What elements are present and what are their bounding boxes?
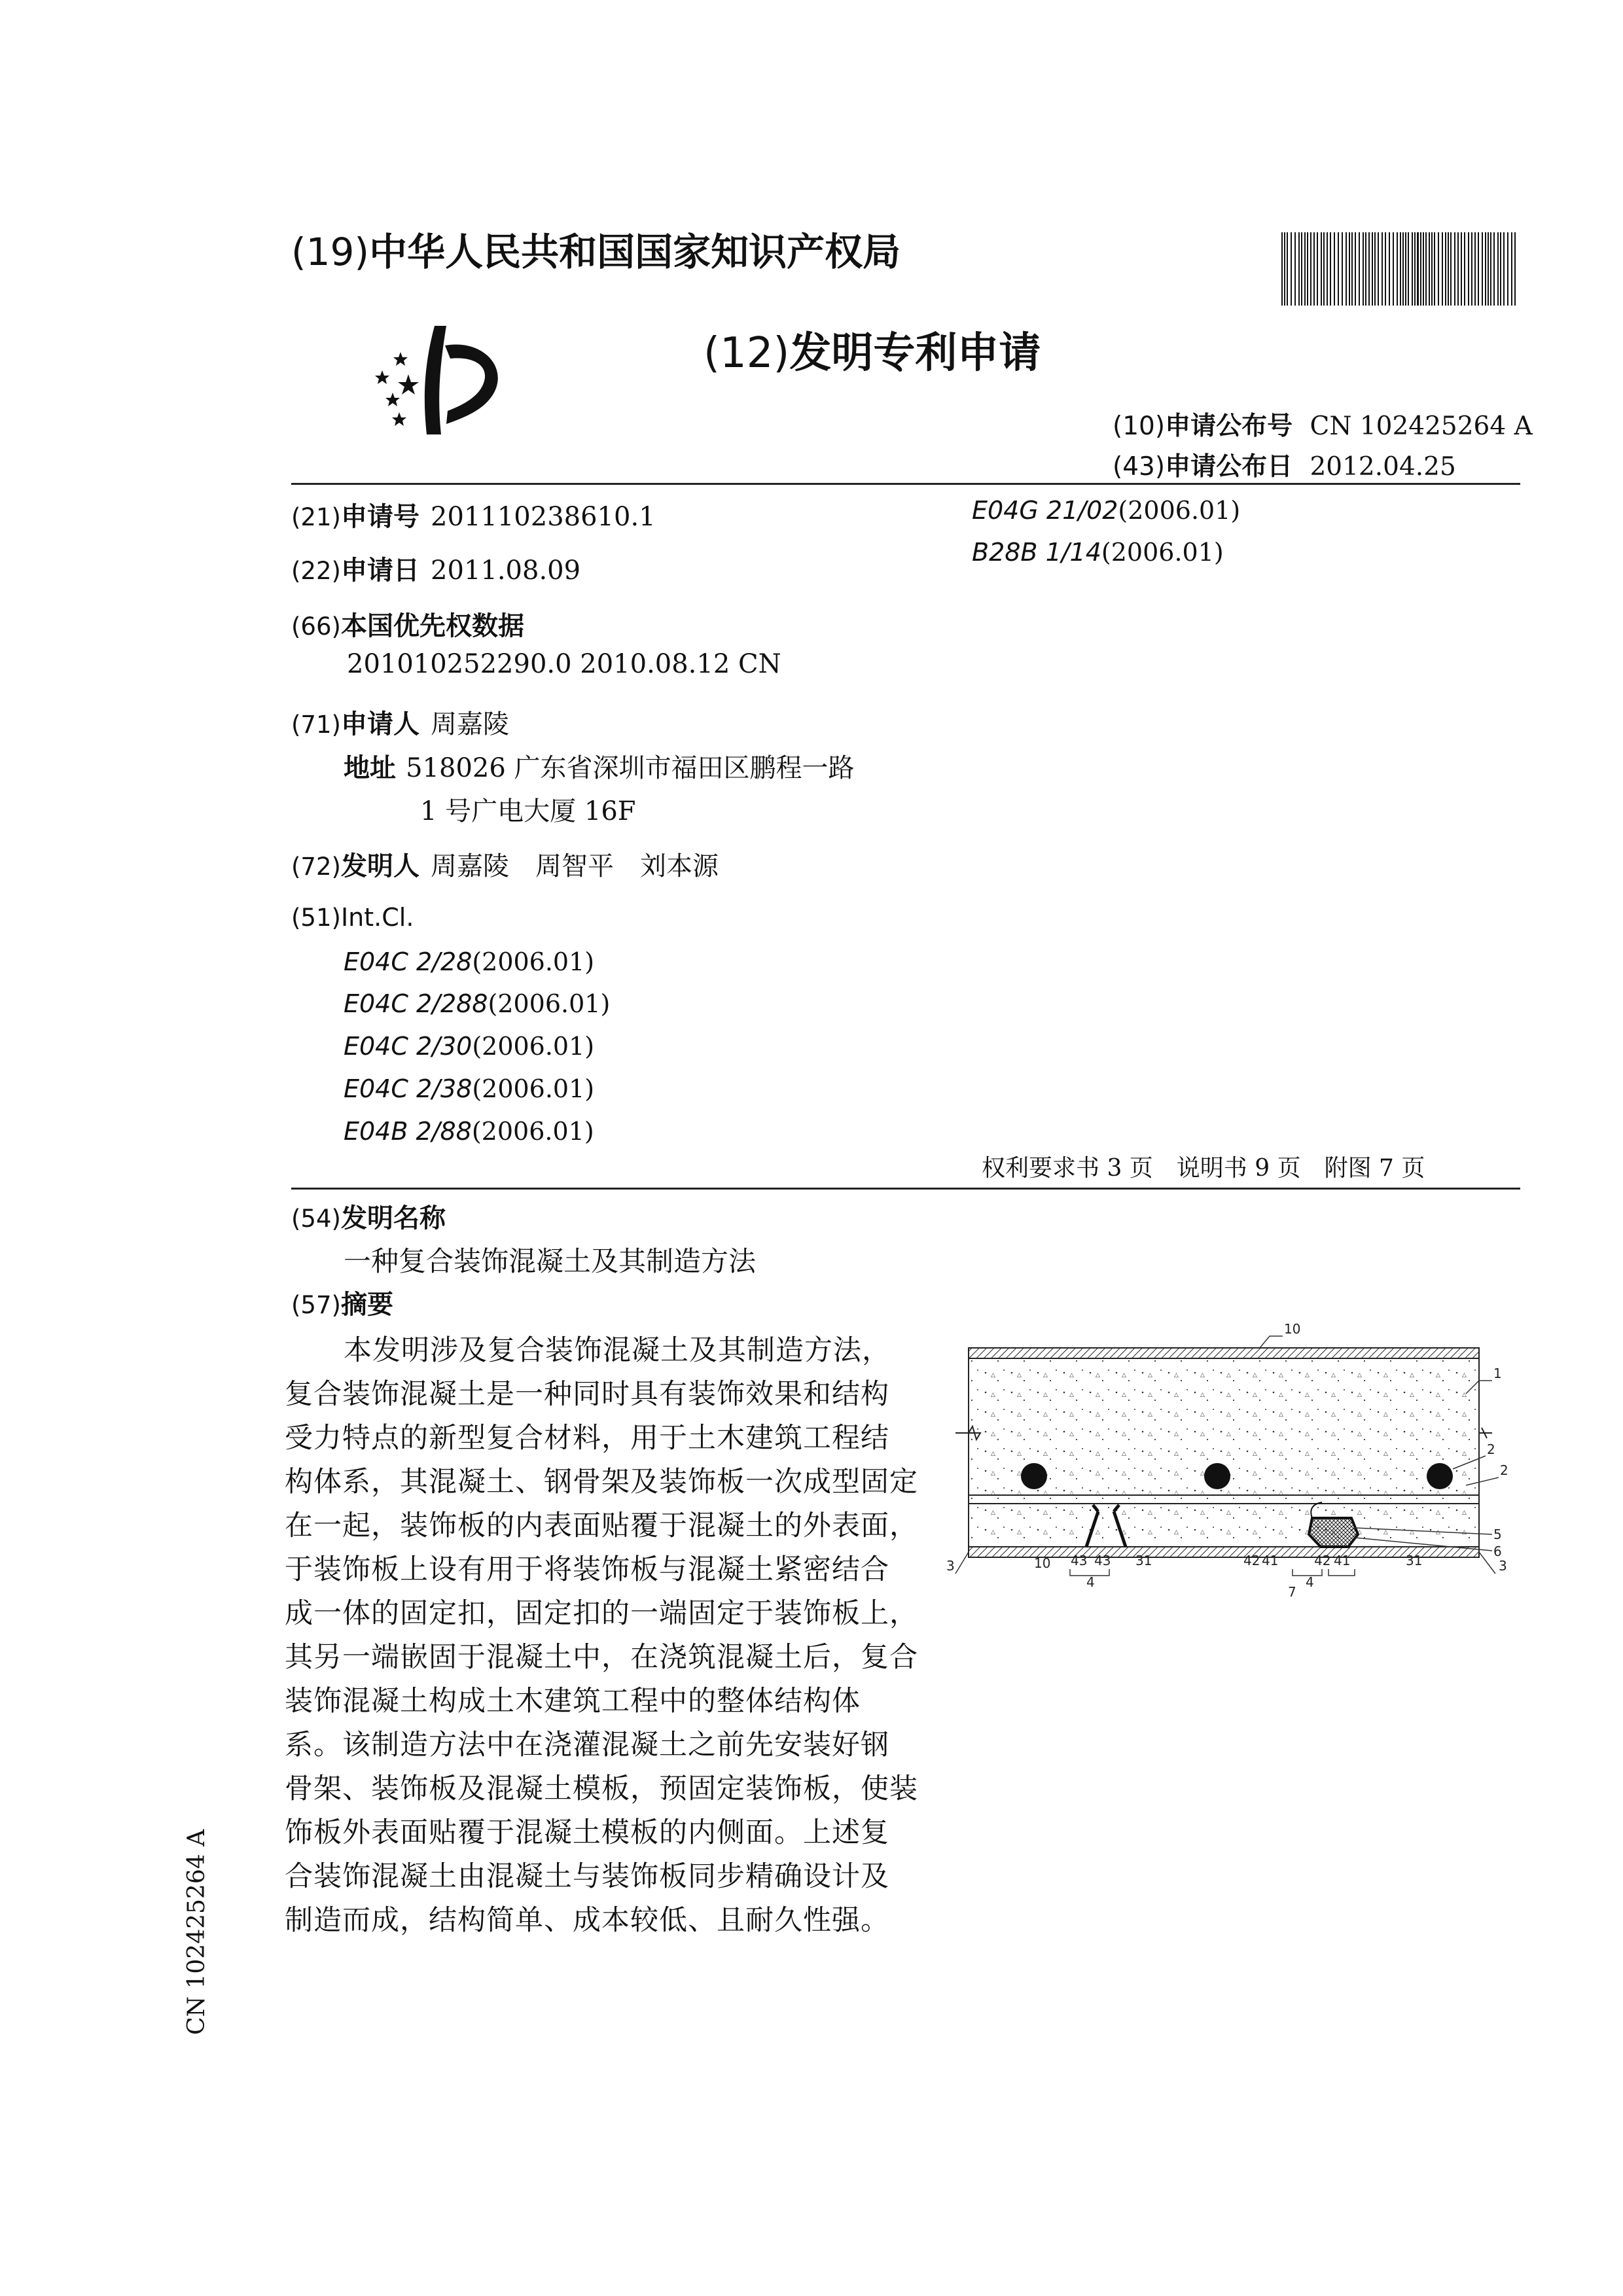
applicant-code: (71) xyxy=(291,711,341,739)
figure-label: 10 xyxy=(1284,1321,1301,1337)
barcode-bar xyxy=(1420,232,1421,306)
barcode-bar xyxy=(1468,232,1469,306)
priority-row xyxy=(291,605,524,643)
figure-label: 4 xyxy=(1306,1574,1314,1590)
address-line2: 1 号广电大厦 16F xyxy=(420,796,636,826)
header-divider xyxy=(291,483,1520,485)
doc-type-code: (12) xyxy=(704,329,790,378)
figure-label: 31 xyxy=(1135,1553,1152,1568)
office-name: 中华人民共和国国家知识产权局 xyxy=(369,230,901,274)
abstract-line: 其另一端嵌固于混凝土中，在浇筑混凝土后，复合 xyxy=(285,1641,918,1674)
title-code: (54) xyxy=(291,1205,341,1233)
pub-number-line xyxy=(1113,406,1533,442)
barcode-bar xyxy=(1454,232,1455,306)
address-row xyxy=(344,747,855,785)
abstract-label: 摘要 xyxy=(340,1290,393,1320)
barcode-bar xyxy=(1412,232,1413,306)
pub-date-line xyxy=(1113,446,1456,483)
figure-label: 6 xyxy=(1493,1544,1502,1559)
barcode-bar xyxy=(1321,232,1322,306)
pub-date-code: (43) xyxy=(1113,452,1166,482)
priority-label: 本国优先权数据 xyxy=(340,611,524,641)
abstract-line: 制造而成，结构简单、成本较低、且耐久性强。 xyxy=(285,1904,889,1937)
figure-label: 3 xyxy=(946,1558,955,1574)
barcode-bar xyxy=(1281,232,1283,306)
barcode-bar xyxy=(1448,232,1449,306)
barcode-bar xyxy=(1338,232,1339,306)
barcode-bar xyxy=(1438,232,1439,306)
app-no-label: 申请号 xyxy=(340,502,419,532)
barcode-bar xyxy=(1482,232,1483,306)
barcode-bar xyxy=(1310,232,1311,306)
abstract-line: 系。该制造方法中在浇灌混凝土之前先安装好钢 xyxy=(285,1729,889,1761)
barcode-bar xyxy=(1374,232,1376,306)
figure-label: 3 xyxy=(1499,1558,1507,1574)
barcode-bar xyxy=(1434,232,1435,306)
abstract-line: 装饰混凝土构成土木建筑工程中的整体结构体 xyxy=(285,1685,861,1718)
intcl-right-item: E04G 21/02(2006.01) xyxy=(972,496,1241,525)
barcode-bar xyxy=(1400,232,1401,306)
barcode-bar xyxy=(1355,232,1356,306)
doc-type-line xyxy=(704,319,1041,380)
intcl-item: E04C 2/30(2006.01) xyxy=(344,1032,595,1061)
barcode-bar xyxy=(1402,232,1404,306)
pub-date-value: 2012.04.25 xyxy=(1310,452,1456,482)
barcode-bar xyxy=(1490,232,1491,306)
pub-no-value: CN 102425264 A xyxy=(1310,412,1533,441)
barcode-bar xyxy=(1359,232,1360,306)
barcode-bar xyxy=(1313,232,1315,306)
figure-label: 7 xyxy=(1288,1584,1296,1600)
figure-label: 42 xyxy=(1314,1553,1331,1568)
inventor-code: (72) xyxy=(291,853,341,881)
abstract-line: 在一起，装饰板的内表面贴覆于混凝土的外表面， xyxy=(285,1510,918,1542)
figure-label: 31 xyxy=(1406,1553,1423,1568)
barcode-bar xyxy=(1378,232,1379,306)
applicant-row xyxy=(291,703,509,741)
inventor-value: 周嘉陵 周智平 刘本源 xyxy=(431,851,719,881)
barcode-bar xyxy=(1461,232,1462,306)
abstract-line: 骨架、装饰板及混凝土模板，预固定装饰板，使装 xyxy=(285,1773,918,1805)
abstract-heading xyxy=(291,1284,393,1321)
barcode-bar xyxy=(1330,232,1331,306)
barcode-bar xyxy=(1351,232,1353,306)
barcode-bar xyxy=(1346,232,1347,306)
barcode-bar xyxy=(1385,232,1386,306)
figure-label: 41 xyxy=(1262,1553,1279,1568)
figure-label: 1 xyxy=(1493,1366,1502,1381)
barcode-bar xyxy=(1291,232,1292,306)
barcode-bar xyxy=(1365,232,1366,306)
doc-type: 发明专利申请 xyxy=(789,329,1041,378)
barcode-bar xyxy=(1372,232,1373,306)
abstract-line: 于装饰板上设有用于将装饰板与混凝土紧密结合 xyxy=(285,1553,889,1586)
barcode-bar xyxy=(1405,232,1406,306)
figure-label: 43 xyxy=(1094,1553,1111,1568)
barcode-bar xyxy=(1301,232,1302,306)
priority-value: 201010252290.0 2010.08.12 CN xyxy=(347,649,781,679)
side-publication-code: CN 102425264 A xyxy=(183,1829,210,2035)
app-no-value: 201110238610.1 xyxy=(431,502,656,532)
barcode-bar xyxy=(1488,232,1489,306)
pub-no-label: 申请公布号 xyxy=(1165,412,1293,441)
address-label: 地址 xyxy=(344,753,396,783)
invention-title: 一种复合装饰混凝土及其制造方法 xyxy=(344,1245,757,1277)
barcode-bar xyxy=(1445,232,1446,306)
intcl-row xyxy=(291,903,414,932)
barcode-bar xyxy=(1397,232,1398,306)
barcode-bar xyxy=(1287,232,1288,306)
barcode-bar xyxy=(1323,232,1325,306)
app-number-row xyxy=(291,496,656,533)
barcode-bar xyxy=(1471,232,1472,306)
barcode-bar xyxy=(1431,232,1433,306)
cnipa-logo xyxy=(366,319,517,437)
barcode-bar xyxy=(1464,232,1465,306)
barcode-bar xyxy=(1393,232,1394,306)
applicant-label: 申请人 xyxy=(340,709,419,739)
barcode-bar xyxy=(1389,232,1390,306)
barcode-bar xyxy=(1450,232,1452,306)
intcl-right-item: B28B 1/14(2006.01) xyxy=(972,538,1224,567)
barcode-bar xyxy=(1334,232,1335,306)
title-label: 发明名称 xyxy=(340,1203,446,1233)
app-date-code: (22) xyxy=(291,557,341,585)
barcode-bar xyxy=(1485,232,1486,306)
pub-date-label: 申请公布日 xyxy=(1165,452,1293,482)
title-heading xyxy=(291,1197,446,1235)
pages-summary: 权利要求书 3 页 说明书 9 页 附图 7 页 xyxy=(982,1155,1425,1182)
inventor-label: 发明人 xyxy=(340,851,419,881)
intcl-code: (51) xyxy=(291,904,341,932)
barcode-bar xyxy=(1317,232,1318,306)
barcode-bar xyxy=(1503,232,1505,306)
barcode-bar xyxy=(1382,232,1383,306)
inventor-row xyxy=(291,845,719,883)
barcode-bar xyxy=(1304,232,1306,306)
biblio-divider xyxy=(291,1188,1520,1190)
intcl-label: Int.Cl. xyxy=(340,903,414,932)
abstract-line: 合装饰混凝土由混凝土与装饰板同步精确设计及 xyxy=(285,1860,889,1893)
barcode-bar xyxy=(1414,232,1416,306)
app-no-code: (21) xyxy=(291,503,341,531)
app-date-label: 申请日 xyxy=(340,556,419,586)
figure-label: 41 xyxy=(1334,1553,1351,1568)
barcode-bar xyxy=(1425,232,1427,306)
abstract-line: 构体系，其混凝土、钢骨架及装饰板一次成型固定 xyxy=(285,1466,918,1498)
intcl-item: E04B 2/88(2006.01) xyxy=(344,1117,594,1146)
barcode-bar xyxy=(1507,232,1508,306)
abstract-code: (57) xyxy=(291,1291,341,1319)
abstract-line: 饰板外表面贴覆于混凝土模板的内侧面。上述复 xyxy=(285,1816,889,1849)
barcode-bar xyxy=(1429,232,1430,306)
barcode-bar xyxy=(1368,232,1370,306)
barcode-bar xyxy=(1457,232,1459,306)
figure-label: 5 xyxy=(1493,1527,1502,1542)
barcode-bar xyxy=(1423,232,1424,306)
barcode-bar xyxy=(1349,232,1350,306)
office-code: (19) xyxy=(291,230,370,274)
barcode-bar xyxy=(1342,232,1343,306)
abstract-line: 本发明涉及复合装饰混凝土及其制造方法， xyxy=(344,1334,891,1367)
barcode-bar xyxy=(1307,232,1308,306)
barcode-bar xyxy=(1442,232,1443,306)
app-date-row xyxy=(291,550,580,587)
barcode-bar xyxy=(1417,232,1419,306)
barcode-bar xyxy=(1511,232,1512,306)
intcl-item: E04C 2/38(2006.01) xyxy=(344,1074,595,1103)
app-date-value: 2011.08.09 xyxy=(431,556,581,586)
abstract-line: 受力特点的新型复合材料，用于土木建筑工程结 xyxy=(285,1422,889,1455)
figure-label: 2 xyxy=(1487,1441,1495,1457)
applicant-value: 周嘉陵 xyxy=(431,709,510,739)
office-line xyxy=(291,221,901,276)
figure-label: 42 xyxy=(1243,1553,1260,1568)
abstract-line: 成一体的固定扣，固定扣的一端固定于装饰板上， xyxy=(285,1597,918,1630)
pub-no-code: (10) xyxy=(1113,412,1166,441)
intcl-item: E04C 2/28(2006.01) xyxy=(344,947,595,976)
barcode-bar xyxy=(1284,232,1285,306)
address-line1: 518026 广东省深圳市福田区鹏程一路 xyxy=(406,753,855,783)
figure-label: 10 xyxy=(1034,1555,1051,1571)
figure-label: 2 xyxy=(1500,1462,1508,1478)
abstract-line: 复合装饰混凝土是一种同时具有装饰效果和结构 xyxy=(285,1378,889,1411)
figure-label: 43 xyxy=(1071,1553,1088,1568)
barcode-bar xyxy=(1298,232,1300,306)
barcode-bar xyxy=(1478,232,1479,306)
priority-code: (66) xyxy=(291,612,341,641)
barcode-image xyxy=(1281,232,1518,306)
abstract-figure xyxy=(929,1309,1518,1600)
barcode-bar xyxy=(1474,232,1476,306)
barcode-bar xyxy=(1493,232,1495,306)
intcl-item: E04C 2/288(2006.01) xyxy=(344,989,611,1018)
figure-label: 4 xyxy=(1086,1574,1095,1590)
barcode-bar xyxy=(1497,232,1499,306)
barcode-bar xyxy=(1294,232,1296,306)
barcode-bar xyxy=(1327,232,1328,306)
barcode-bar xyxy=(1363,232,1364,306)
barcode-bar xyxy=(1514,232,1516,306)
barcode-bar xyxy=(1408,232,1409,306)
barcode-bar xyxy=(1500,232,1501,306)
